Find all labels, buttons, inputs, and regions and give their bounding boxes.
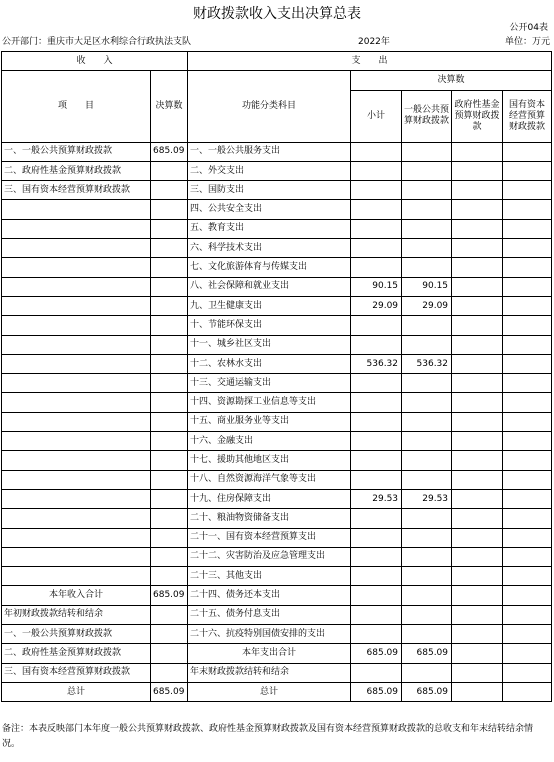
subtotal-header: 小计 [351,90,402,142]
function-category-cell: 十三、交通运输支出 [188,374,351,393]
state-capital-cell [503,625,552,644]
subtotal-cell [351,219,402,238]
table-row [2,316,552,335]
income-amount-cell: 685.09 [151,586,188,605]
subtotal-cell [351,335,402,354]
fund-budget-cell [452,528,503,547]
table-row [2,412,552,431]
fund-budget-cell [452,296,503,315]
expense-header: 支 出 [188,52,552,71]
subtotal-cell [351,432,402,451]
table-body [2,142,552,702]
subtotal-cell [351,605,402,624]
fund-budget-cell [452,663,503,682]
income-item-cell: 一、一般公共预算财政拨款 [2,142,151,161]
function-category-cell: 二十一、国有资本经营预算支出 [188,528,351,547]
report-info-bar [2,34,550,48]
table-row [2,586,552,605]
subtotal-cell [351,374,402,393]
table-row [2,239,552,258]
income-amount-cell [151,219,188,238]
income-item-cell [2,239,151,258]
function-category-header: 功能分类科目 [188,71,351,142]
function-category-cell: 二十六、抗疫特别国债安排的支出 [188,625,351,644]
function-category-cell: 十一、城乡社区支出 [188,335,351,354]
fund-budget-cell [452,605,503,624]
income-item-cell [2,219,151,238]
table-row [2,219,552,238]
function-category-cell: 二十四、债务还本支出 [188,586,351,605]
general-budget-cell [402,258,452,277]
income-amount-cell [151,644,188,663]
fund-budget-cell [452,374,503,393]
function-category-cell: 四、公共安全支出 [188,200,351,219]
income-amount-cell: 685.09 [151,142,188,161]
table-row [2,258,552,277]
income-amount-cell [151,412,188,431]
general-budget-cell [402,374,452,393]
income-item-cell [2,489,151,508]
state-capital-cell [503,432,552,451]
table-row [2,663,552,682]
fund-budget-cell [452,412,503,431]
function-category-cell: 总计 [188,682,351,701]
function-category-cell: 十九、住房保障支出 [188,489,351,508]
function-category-cell: 二十、粮油物资储备支出 [188,509,351,528]
table-row [2,296,552,315]
income-item-cell: 一、一般公共预算财政拨款 [2,625,151,644]
fund-budget-cell [452,567,503,586]
fund-budget-cell [452,432,503,451]
income-amount-cell [151,625,188,644]
income-amount-cell [151,605,188,624]
fund-budget-cell [452,682,503,701]
footnote: 备注：本表反映部门本年度一般公共预算财政拨款、政府性基金预算财政拨款及国有资本经营预算财政拨款的总收支和年末结转结余情况。 [2,724,534,749]
function-category-cell: 十七、援助其他地区支出 [188,451,351,470]
fund-budget-cell [452,258,503,277]
general-budget-cell [402,200,452,219]
function-category-cell: 五、教育支出 [188,219,351,238]
function-category-cell: 八、社会保障和就业支出 [188,277,351,296]
table-row [2,335,552,354]
subtotal-cell [351,625,402,644]
income-amount-cell [151,277,188,296]
subtotal-cell [351,181,402,200]
subtotal-cell [351,586,402,605]
income-amount-cell [151,567,188,586]
function-category-cell: 十五、商业服务业等支出 [188,412,351,431]
table-row [2,644,552,663]
table-row [2,528,552,547]
table-row [2,161,552,180]
fund-budget-cell [452,142,503,161]
function-category-cell: 七、文化旅游体育与传媒支出 [188,258,351,277]
income-item-cell: 二、政府性基金预算财政拨款 [2,644,151,663]
general-budget-header: 一般公共预算财政拨款 [402,90,452,142]
subtotal-cell: 29.09 [351,296,402,315]
income-item-cell [2,335,151,354]
general-budget-cell [402,567,452,586]
function-category-cell: 三、国防支出 [188,181,351,200]
income-item-cell [2,316,151,335]
income-amount-cell [151,200,188,219]
subtotal-cell [351,142,402,161]
income-amount-cell: 685.09 [151,682,188,701]
income-amount-cell [151,161,188,180]
department-label: 公开部门：重庆市大足区水利综合行政执法支队 [2,37,192,47]
income-header: 收 入 [2,52,188,71]
general-budget-cell [402,316,452,335]
state-capital-cell [503,489,552,508]
table-row [2,605,552,624]
budget-table [1,51,552,702]
fund-budget-cell [452,489,503,508]
general-budget-cell [402,509,452,528]
subtotal-cell [351,239,402,258]
state-capital-cell [503,528,552,547]
subtotal-cell [351,200,402,219]
table-row [2,682,552,701]
state-capital-cell [503,296,552,315]
table-row [2,354,552,373]
income-item-cell [2,277,151,296]
income-amount-cell [151,393,188,412]
income-item-cell [2,432,151,451]
income-item-cell [2,567,151,586]
income-item-cell [2,354,151,373]
state-capital-cell [503,605,552,624]
income-item-cell [2,412,151,431]
state-capital-cell [503,412,552,431]
state-capital-header: 国有资本经营预算财政拨款 [503,90,552,142]
fund-budget-cell [452,161,503,180]
function-category-cell: 十二、农林水支出 [188,354,351,373]
table-row [2,200,552,219]
general-budget-cell [402,393,452,412]
general-budget-cell: 29.53 [402,489,452,508]
income-amount-cell [151,547,188,566]
amount-header: 决算数 [151,71,188,142]
item-header: 项 目 [2,71,151,142]
general-budget-cell [402,181,452,200]
fund-budget-cell [452,644,503,663]
state-capital-cell [503,451,552,470]
income-item-cell: 年初财政拨款结转和结余 [2,605,151,624]
unit-label: 单位：万元 [504,37,550,47]
state-capital-cell [503,509,552,528]
function-category-cell: 十四、资源勘探工业信息等支出 [188,393,351,412]
general-budget-cell [402,412,452,431]
function-category-cell: 十八、自然资源海洋气象等支出 [188,470,351,489]
state-capital-cell [503,258,552,277]
fund-budget-cell [452,354,503,373]
income-amount-cell [151,432,188,451]
state-capital-cell [503,277,552,296]
table-row [2,374,552,393]
subtotal-cell [351,258,402,277]
general-budget-cell [402,239,452,258]
income-amount-cell [151,470,188,489]
function-category-cell: 一、一般公共服务支出 [188,142,351,161]
subtotal-cell [351,547,402,566]
state-capital-cell [503,335,552,354]
state-capital-cell [503,181,552,200]
general-budget-cell: 536.32 [402,354,452,373]
function-category-cell: 六、科学技术支出 [188,239,351,258]
state-capital-cell [503,644,552,663]
general-budget-cell: 29.09 [402,296,452,315]
table-row [2,432,552,451]
general-budget-cell [402,625,452,644]
general-budget-cell [402,161,452,180]
subtotal-cell [351,528,402,547]
fund-budget-cell [452,316,503,335]
income-item-cell [2,451,151,470]
state-capital-cell [503,200,552,219]
income-item-cell: 三、国有资本经营预算财政拨款 [2,663,151,682]
state-capital-cell [503,142,552,161]
function-category-cell: 十六、金融支出 [188,432,351,451]
income-amount-cell [151,258,188,277]
income-item-cell: 本年收入合计 [2,586,151,605]
income-item-cell: 二、政府性基金预算财政拨款 [2,161,151,180]
subtotal-cell [351,567,402,586]
income-item-cell [2,509,151,528]
table-row [2,509,552,528]
income-item-cell [2,393,151,412]
general-budget-cell [402,219,452,238]
income-amount-cell [151,528,188,547]
subtotal-cell [351,393,402,412]
function-category-cell: 二十二、灾害防治及应急管理支出 [188,547,351,566]
final-amount-header: 决算数 [351,71,552,90]
income-item-cell [2,200,151,219]
report-title: 财政拨款收入支出决算总表 [193,6,361,22]
table-row [2,489,552,508]
general-budget-cell [402,605,452,624]
table-row [2,625,552,644]
fund-budget-header: 政府性基金预算财政拨款 [452,90,503,142]
table-row [2,470,552,489]
subtotal-cell: 90.15 [351,277,402,296]
general-budget-cell [402,432,452,451]
income-amount-cell [151,451,188,470]
subtotal-cell [351,412,402,431]
income-amount-cell [151,663,188,682]
income-amount-cell [151,374,188,393]
state-capital-cell [503,470,552,489]
table-row [2,567,552,586]
fund-budget-cell [452,335,503,354]
subtotal-cell [351,451,402,470]
income-item-cell: 总计 [2,682,151,701]
subtotal-cell: 29.53 [351,489,402,508]
function-category-cell: 二十三、其他支出 [188,567,351,586]
subtotal-cell [351,470,402,489]
general-budget-cell [402,528,452,547]
general-budget-cell [402,335,452,354]
income-amount-cell [151,354,188,373]
function-category-cell: 二十五、债务付息支出 [188,605,351,624]
general-budget-cell [402,470,452,489]
function-category-cell: 本年支出合计 [188,644,351,663]
income-item-cell [2,258,151,277]
report-year: 2022年 [358,37,390,47]
subtotal-cell: 685.09 [351,644,402,663]
state-capital-cell [503,567,552,586]
fund-budget-cell [452,586,503,605]
state-capital-cell [503,663,552,682]
general-budget-cell: 685.09 [402,682,452,701]
income-item-cell [2,547,151,566]
state-capital-cell [503,219,552,238]
fund-budget-cell [452,470,503,489]
state-capital-cell [503,316,552,335]
subtotal-cell [351,663,402,682]
income-item-cell [2,374,151,393]
table-row [2,181,552,200]
state-capital-cell [503,374,552,393]
subtotal-cell: 685.09 [351,682,402,701]
subtotal-cell: 536.32 [351,354,402,373]
income-amount-cell [151,296,188,315]
general-budget-cell [402,663,452,682]
general-budget-cell: 90.15 [402,277,452,296]
general-budget-cell [402,451,452,470]
general-budget-cell [402,586,452,605]
general-budget-cell [402,547,452,566]
income-amount-cell [151,509,188,528]
fund-budget-cell [452,181,503,200]
subtotal-cell [351,316,402,335]
function-category-cell: 二、外交支出 [188,161,351,180]
fund-budget-cell [452,277,503,296]
subtotal-cell [351,161,402,180]
fund-budget-cell [452,239,503,258]
table-row [2,142,552,161]
income-amount-cell [151,489,188,508]
fund-budget-cell [452,451,503,470]
income-item-cell [2,528,151,547]
general-budget-cell [402,142,452,161]
general-budget-cell: 685.09 [402,644,452,663]
table-row [2,547,552,566]
fund-budget-cell [452,547,503,566]
table-row [2,393,552,412]
state-capital-cell [503,682,552,701]
state-capital-cell [503,547,552,566]
state-capital-cell [503,586,552,605]
function-category-cell: 九、卫生健康支出 [188,296,351,315]
state-capital-cell [503,354,552,373]
state-capital-cell [503,239,552,258]
subtotal-cell [351,509,402,528]
income-item-cell [2,470,151,489]
income-amount-cell [151,239,188,258]
table-row [2,451,552,470]
fund-budget-cell [452,625,503,644]
income-item-cell [2,296,151,315]
income-item-cell: 三、国有资本经营预算财政拨款 [2,181,151,200]
fund-budget-cell [452,200,503,219]
state-capital-cell [503,161,552,180]
income-amount-cell [151,335,188,354]
fund-budget-cell [452,393,503,412]
function-category-cell: 十、节能环保支出 [188,316,351,335]
function-category-cell: 年末财政拨款结转和结余 [188,663,351,682]
fund-budget-cell [452,219,503,238]
state-capital-cell [503,393,552,412]
income-amount-cell [151,181,188,200]
table-row [2,277,552,296]
income-amount-cell [151,316,188,335]
fund-budget-cell [452,509,503,528]
form-number: 公开04表 [509,23,548,33]
